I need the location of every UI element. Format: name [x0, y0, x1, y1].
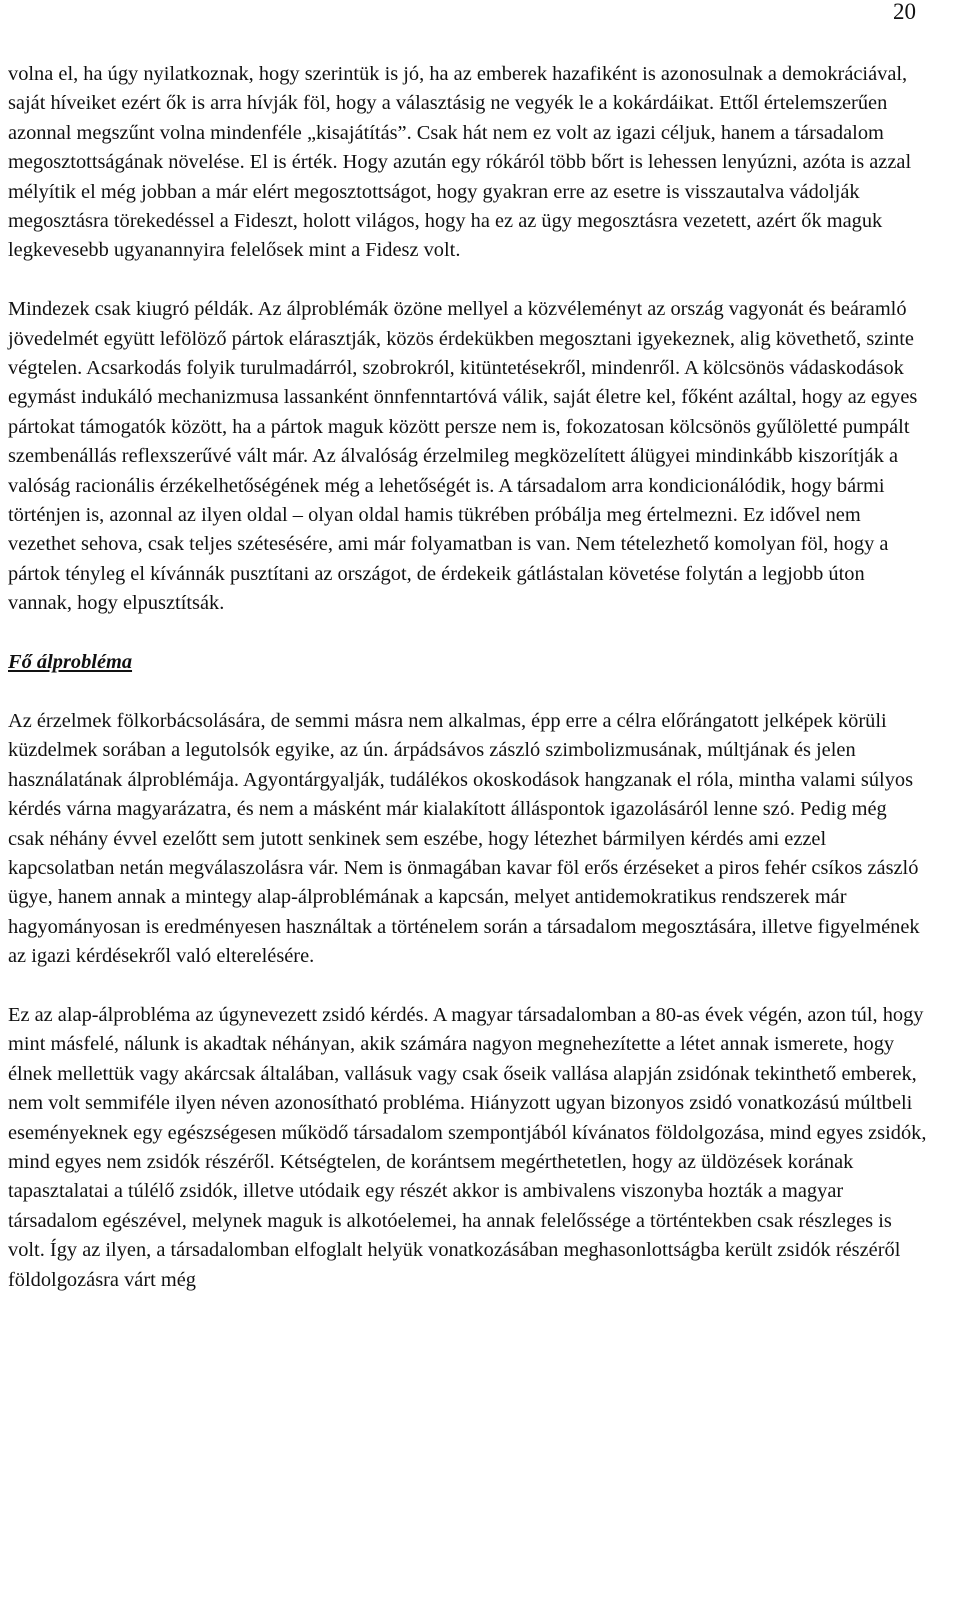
paragraph: volna el, ha úgy nyilatkoznak, hogy szerintük is jó, ha az emberek hazafiként is azonosulnak a demokráciával, saját híveiket ezért ők is arra hívják föl, hogy a választásig ne vegyék le a kokárdáikat. Ettől értelemszerűen azonnal megszűnt volna mindenféle „kisajátítás”. Csak hát nem ez volt az igazi céljuk, hanem a társadalom megosztottságának növelése. El is érték. Hogy azután egy rókáról több bőrt is lehessen lenyúzni, azóta is azzal mélyítik el még jobban a már elért megosztottságot, hogy gyakran erre az esetre is visszautalva vádolják megosztásra törekedéssel a Fideszt, holott világos, hogy ha ez az ügy megosztásra vezetett, azért ők maguk legkevesebb ugyanannyira felelősek mint a Fidesz volt.	[8, 63, 912, 262]
paragraph: Mindezek csak kiugró példák. Az álproblémák özöne mellyel a közvéleményt az ország vagyonát és beáramló jövedelmét együtt lefölöző pártok elárasztják, közös érdekükben megosztani igyekeznek, alig követhető, szinte végtelen. Acsarkodás folyik turulmadárról, szobrokról, kitüntetésekről, mindenről. A kölcsönös vádaskodások egymást indukáló mechanizmusa lassanként önnfenntartóvá válik, saját életre kel, főként azáltal, hogy az egyes pártokat támogatók között, ha a pártok maguk között persze nem is, fokozatosan kölcsönös gyűlöletté pumpált szembenállás reflexszerűvé vált már. Az álvalóság érzelmileg megközelített álügyei mindinkább kiszorítják a valóság racionális érzékelhetőségének még a lehetőségét is. A társadalom arra kondicionálódik, hogy bármi történjen is, azonnal az ilyen oldal – olyan oldal hamis tükrében próbálja meg értelmezni. Ez idővel nem vezethet sehova, csak teljes szétesésére, ami már folyamatban is van. Nem tételezhető komolyan föl, hogy a pártok tényleg el kívánnák pusztítani az országot, de érdekeik gátlástalan követése folytán a legjobb úton vannak, hogy elpusztítsák.	[8, 298, 918, 615]
page-number: 20	[893, 0, 916, 24]
paragraph: Ez az alap-álprobléma az úgynevezett zsidó kérdés. A magyar társadalomban a 80-as évek végén, azon túl, hogy mint másfelé, nálunk is akadtak néhányan, akik számára nagyon megnehezítette a létet annak ismerete, hogy élnek mellettük vagy akárcsak általában, vallásuk vagy csak őseik vallása alapján zsidónak tekinthető emberek, nem volt semmiféle ilyen néven azonosítható probléma. Hiányzott ugyan bizonyos zsidó vonatkozású múltbeli eseményeknek egy egészségesen működő társadalom szempontjából kívánatos földolgozása, mind egyes zsidók, mind egyes nem zsidók részéről. Kétségtelen, de korántsem megérthetetlen, hogy az üldözések korának tapasztalatai a túlélő zsidók, illetve utódaik egy részét akkor is ambivalens viszonyba hozták a magyar társadalom egészével, melynek maguk is alkotóelemei, ha annak felelőssége a történtekben csak részleges is volt. Így az ilyen, a társadalomban elfoglalt helyük vonatkozásában meghasonlottságba került zsidók részéről földolgozásra várt még	[8, 1003, 927, 1291]
section-heading: Fő álprobléma	[8, 651, 133, 674]
paragraph: Az érzelmek fölkorbácsolására, de semmi másra nem alkalmas, épp erre a célra előrángatott jelképek körüli küzdelmek sorában a legutolsók egyike, az ún. árpádsávos zászló szimbolizmusának, múltjának és jelen használatának álproblémája. Agyontárgyalják, tudálékos okoskodások hangzanak el róla, mintha valami súlyos kérdés várna magyarázatra, és nem a másként már kialakított álláspontok igazolásáról lenne szó. Pedig még csak néhány évvel ezelőtt sem jutott senkinek sem eszébe, hogy létezhet bármilyen kérdés ami ezzel kapcsolatban netán megválaszolásra vár. Nem is önmagában kavar föl erős érzéseket a piros fehér csíkos zászló ügye, hanem annak a mintegy alap-álproblémának a kapcsán, melyet antidemokratikus rendszerek már hagyományosan is eredményesen használtak a történelem során a társadalom megosztására, illetve figyelmének az igazi kérdésekről való elterelésére.	[8, 709, 920, 968]
document-body	[8, 60, 928, 1295]
